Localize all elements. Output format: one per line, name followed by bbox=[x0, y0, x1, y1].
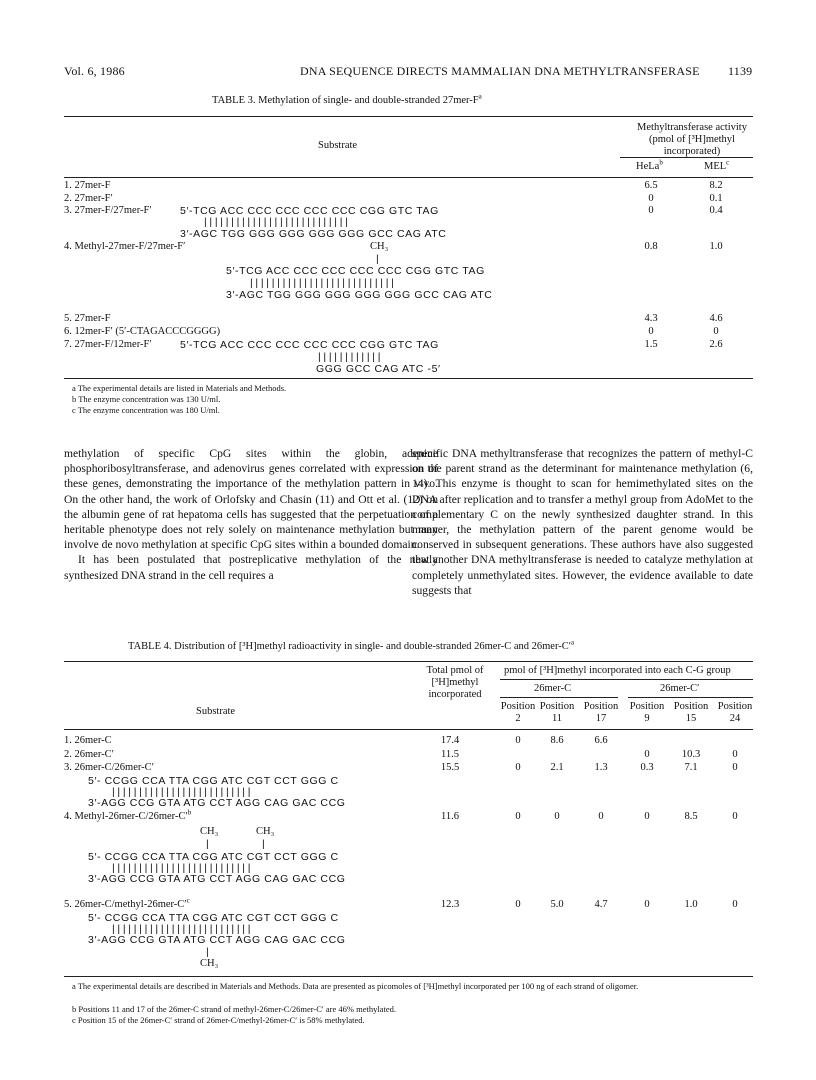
table4-col-total: Total pmol of [³H]methyl incorporated bbox=[426, 665, 484, 700]
table4-caption: TABLE 4. Distribution of [³H]methyl radioactivity in single- and double-stranded 26mer-C and $26mer-C'^a$ bbox=[128, 638, 575, 652]
table4-col-group: pmol of [³H]methyl incorporated into each C-G group bbox=[504, 665, 731, 676]
table4-position-value: 0 bbox=[515, 811, 521, 822]
table4-sub-rule bbox=[628, 697, 753, 698]
sequence-top-strand: 5′-TCG ACC CCC CCC CCC CCC CGG GTC TAG bbox=[226, 265, 485, 277]
base-pair-bars: ||||||||||||||||||||||||||| bbox=[250, 277, 397, 289]
table4-position-value: 0 bbox=[732, 899, 738, 910]
table4-position-value: 8.5 bbox=[684, 811, 698, 822]
sequence-top-strand: 5′- CCGG CCA TTA CGG ATC CGT CCT GGG C bbox=[88, 775, 339, 787]
table4-position-value: 4.7 bbox=[594, 899, 608, 910]
table3-hela-value: 6.5 bbox=[644, 180, 658, 191]
sequence-bottom-strand: 3′-AGC TGG GGG GGG GGG GGG GCC CAG ATC bbox=[180, 228, 447, 240]
table4-row-label: 3. 26mer-C/26mer-C′ bbox=[64, 762, 154, 773]
table4-col-position: Position 2 bbox=[500, 701, 536, 724]
table4-row-label: 4. Methyl-$26mer-C/26mer-C'^b$ bbox=[64, 808, 192, 822]
table3-mel-value: 8.2 bbox=[709, 180, 723, 191]
table4-position-value: 2.1 bbox=[550, 762, 564, 773]
table4-total-value: 11.6 bbox=[441, 811, 459, 822]
table4-footnote: b Positions 11 and 17 of the 26mer-C strand of methyl-26mer-C/26mer-C′ are 46% methylated. bbox=[72, 1004, 396, 1014]
methyl-bond: | bbox=[206, 838, 209, 850]
table3-bottom-rule bbox=[64, 378, 753, 379]
body-paragraph: methylation of specific CpG sites within the globin, adenine phosphoribosyltransferase, and adenovirus genes correlated with expression of these genes, demonstrating the importance of the methylation pattern in vivo. On the other hand, the work of Orlofsky and Chasin (11) and Ott et al. (12) on the albumin gene of rat hepatoma cells has suggested that the perpetuation of a heritable phenotype does not rely solely on maintenance methylation but may involve de novo methylation at specific CpG sites within a bounded domain. bbox=[64, 447, 438, 552]
table4-bottom-rule bbox=[64, 976, 753, 977]
table3-hela-value: 0 bbox=[648, 326, 654, 337]
sequence-top-strand: 5′-TCG ACC CCC CCC CCC CCC CGG GTC TAG bbox=[180, 339, 439, 351]
table4-top-rule bbox=[64, 661, 753, 662]
table4-total-value: 11.5 bbox=[441, 749, 459, 760]
table3-hela-value: 0.8 bbox=[644, 241, 658, 252]
table4-position-value: 0 bbox=[644, 749, 650, 760]
table4-position-value: 0 bbox=[515, 735, 521, 746]
table3-col-mel: MEL$^c$ bbox=[704, 158, 730, 172]
table4-col-substrate: Substrate bbox=[196, 706, 236, 717]
methyl-group-label: CH₃ bbox=[370, 241, 389, 252]
base-pair-bars: |||||||||||||||||||||||||| bbox=[112, 786, 254, 798]
table4-col-position: Position 9 bbox=[629, 701, 665, 724]
table4-position-value: 1.3 bbox=[594, 762, 608, 773]
methyl-group-label: CH₃ bbox=[200, 826, 219, 837]
table4-position-value: 0 bbox=[644, 811, 650, 822]
body-text-right-column bbox=[412, 446, 753, 598]
body-text-left-column bbox=[64, 446, 438, 583]
sequence-bottom-strand: GGG GCC CAG ATC -5′ bbox=[316, 363, 441, 375]
table3-mel-value: 0.4 bbox=[709, 205, 723, 216]
table3-footnote: b The enzyme concentration was 130 U/ml. bbox=[72, 394, 221, 404]
running-header-title: DNA SEQUENCE DIRECTS MAMMALIAN DNA METHYLTRANSFERASE bbox=[300, 64, 700, 78]
table3-row-label: 7. 27mer-F/12mer-F′ bbox=[64, 339, 152, 350]
methyl-bond: | bbox=[262, 838, 265, 850]
sequence-top-strand: 5′-TCG ACC CCC CCC CCC CCC CGG GTC TAG bbox=[180, 205, 439, 217]
table3-hela-value: 0 bbox=[648, 205, 654, 216]
table4-position-value: 0 bbox=[732, 749, 738, 760]
base-pair-bars: |||||||||||| bbox=[318, 351, 384, 363]
table3-col-hela: HeLa$^b$ bbox=[636, 158, 663, 172]
table4-position-value: 10.3 bbox=[681, 749, 701, 760]
table4-col-position: Position 17 bbox=[583, 701, 619, 724]
table4-total-value: 15.5 bbox=[440, 762, 460, 773]
table4-header-rule bbox=[64, 729, 753, 730]
table4-footnote: a The experimental details are described in Materials and Methods. Data are presented as picomoles of [³H]methyl incorporated per 100 ng of each strand of oligomer. bbox=[72, 981, 639, 991]
table4-col-26mer-c-prime: 26mer-C′ bbox=[660, 683, 700, 694]
table4-footnote: c Position 15 of the 26mer-C′ strand of 26mer-C/methyl-26mer-C′ is 58% methylated. bbox=[72, 1015, 365, 1025]
methyl-group-label: CH₃ bbox=[256, 826, 275, 837]
table3-caption: TABLE 3. Methylation of single- and double-stranded $27mer-F^a$ bbox=[212, 92, 482, 106]
table4-col-position: Position 24 bbox=[717, 701, 753, 724]
table4-row-label: 5. $26mer-C/methyl-26mer-C'^c$ bbox=[64, 896, 190, 910]
table4-row-label: 1. 26mer-C bbox=[64, 735, 112, 746]
table3-hela-value: 4.3 bbox=[644, 313, 658, 324]
base-pair-bars: ||||||||||||||||||||||||||| bbox=[204, 216, 351, 228]
table3-sub-rule bbox=[620, 157, 753, 158]
table3-header-rule bbox=[64, 177, 753, 178]
sequence-bottom-strand: 3′-AGG CCG GTA ATG CCT AGG CAG GAC CCG bbox=[88, 934, 346, 946]
table3-mel-value: 0.1 bbox=[709, 193, 723, 204]
table4-position-value: 0 bbox=[732, 811, 738, 822]
sequence-bottom-strand: 3′-AGG CCG GTA ATG CCT AGG CAG GAC CCG bbox=[88, 797, 346, 809]
table3-hela-value: 0 bbox=[648, 193, 654, 204]
table4-position-value: 1.0 bbox=[684, 899, 698, 910]
table4-position-value: 0 bbox=[732, 762, 738, 773]
table3-row-label: 3. 27mer-F/27mer-F′ bbox=[64, 205, 152, 216]
table3-mel-value: 2.6 bbox=[709, 339, 723, 350]
table4-col-position: Position 15 bbox=[673, 701, 709, 724]
methyl-group-label: CH₃ bbox=[200, 958, 219, 969]
sequence-bottom-strand: 3′-AGC TGG GGG GGG GGG GGG GCC CAG ATC bbox=[226, 289, 493, 301]
table3-col-substrate: Substrate bbox=[318, 140, 358, 151]
table4-position-value: 0 bbox=[554, 811, 560, 822]
table4-total-value: 17.4 bbox=[440, 735, 460, 746]
table3-col-activity: Methyltransferase activity (pmol of [³H]methyl incorporated) bbox=[637, 122, 747, 157]
table3-mel-value: 1.0 bbox=[709, 241, 723, 252]
table4-position-value: 0 bbox=[515, 762, 521, 773]
table3-row-label: 2. 27mer-F′ bbox=[64, 193, 113, 204]
table4-position-value: 7.1 bbox=[684, 762, 698, 773]
table4-col-26mer-c: 26mer-C bbox=[534, 683, 572, 694]
running-header-volume: Vol. 6, 1986 bbox=[64, 64, 125, 78]
table3-row-label: 5. 27mer-F bbox=[64, 313, 111, 324]
table3-row-label: 4. Methyl-27mer-F/27mer-F′ bbox=[64, 241, 186, 252]
table4-group-rule bbox=[500, 679, 753, 680]
table3-footnote: c The enzyme concentration was 180 U/ml. bbox=[72, 405, 220, 415]
sequence-top-strand: 5′- CCGG CCA TTA CGG ATC CGT CCT GGG C bbox=[88, 912, 339, 924]
table3-footnote: a The experimental details are listed in Materials and Methods. bbox=[72, 383, 287, 393]
methyl-bond: | bbox=[206, 946, 209, 958]
body-paragraph: It has been postulated that postreplicative methylation of the newly synthesized DNA strand in the cell requires a bbox=[64, 553, 438, 582]
table4-position-value: 6.6 bbox=[594, 735, 608, 746]
table4-row-label: 2. 26mer-C′ bbox=[64, 749, 114, 760]
table4-sub-rule bbox=[500, 697, 618, 698]
sequence-top-strand: 5′- CCGG CCA TTA CGG ATC CGT CCT GGG C bbox=[88, 851, 339, 863]
base-pair-bars: |||||||||||||||||||||||||| bbox=[112, 923, 254, 935]
page-number: 1139 bbox=[728, 64, 753, 78]
base-pair-bars: |||||||||||||||||||||||||| bbox=[112, 862, 254, 874]
methyl-bond: | bbox=[376, 253, 379, 265]
table3-row-label: 1. 27mer-F bbox=[64, 180, 111, 191]
table4-position-value: 0.3 bbox=[640, 762, 654, 773]
table4-total-value: 12.3 bbox=[440, 899, 460, 910]
sequence-bottom-strand: 3′-AGG CCG GTA ATG CCT AGG CAG GAC CCG bbox=[88, 873, 346, 885]
table4-position-value: 8.6 bbox=[550, 735, 564, 746]
table4-position-value: 0 bbox=[515, 899, 521, 910]
table4-position-value: 0 bbox=[644, 899, 650, 910]
table3-hela-value: 1.5 bbox=[644, 339, 658, 350]
table4-position-value: 5.0 bbox=[550, 899, 564, 910]
table3-top-rule bbox=[64, 116, 753, 117]
table4-position-value: 0 bbox=[598, 811, 604, 822]
body-paragraph: specific DNA methyltransferase that recognizes the pattern of methyl-C on the parent strand as the determinant for maintenance methylation (6, 14). This enzyme is thought to scan for hemimethylated sites on the DNA after replication and to transfer a methyl group from AdoMet to the complementary C on the newly synthesized daughter strand. In this manner, the methylation pattern of the parent genome would be conserved in subsequent generations. These authors have also suggested that another DNA methyltransferase is needed to catalyze methylation at completely unmethylated sites. However, the evidence available to date suggests that bbox=[412, 447, 753, 597]
table3-mel-value: 4.6 bbox=[709, 313, 723, 324]
table3-row-label: 6. 12mer-F′ (5′-CTAGACCCGGGG) bbox=[64, 326, 221, 337]
table3-mel-value: 0 bbox=[713, 326, 719, 337]
table4-col-position: Position 11 bbox=[539, 701, 575, 724]
